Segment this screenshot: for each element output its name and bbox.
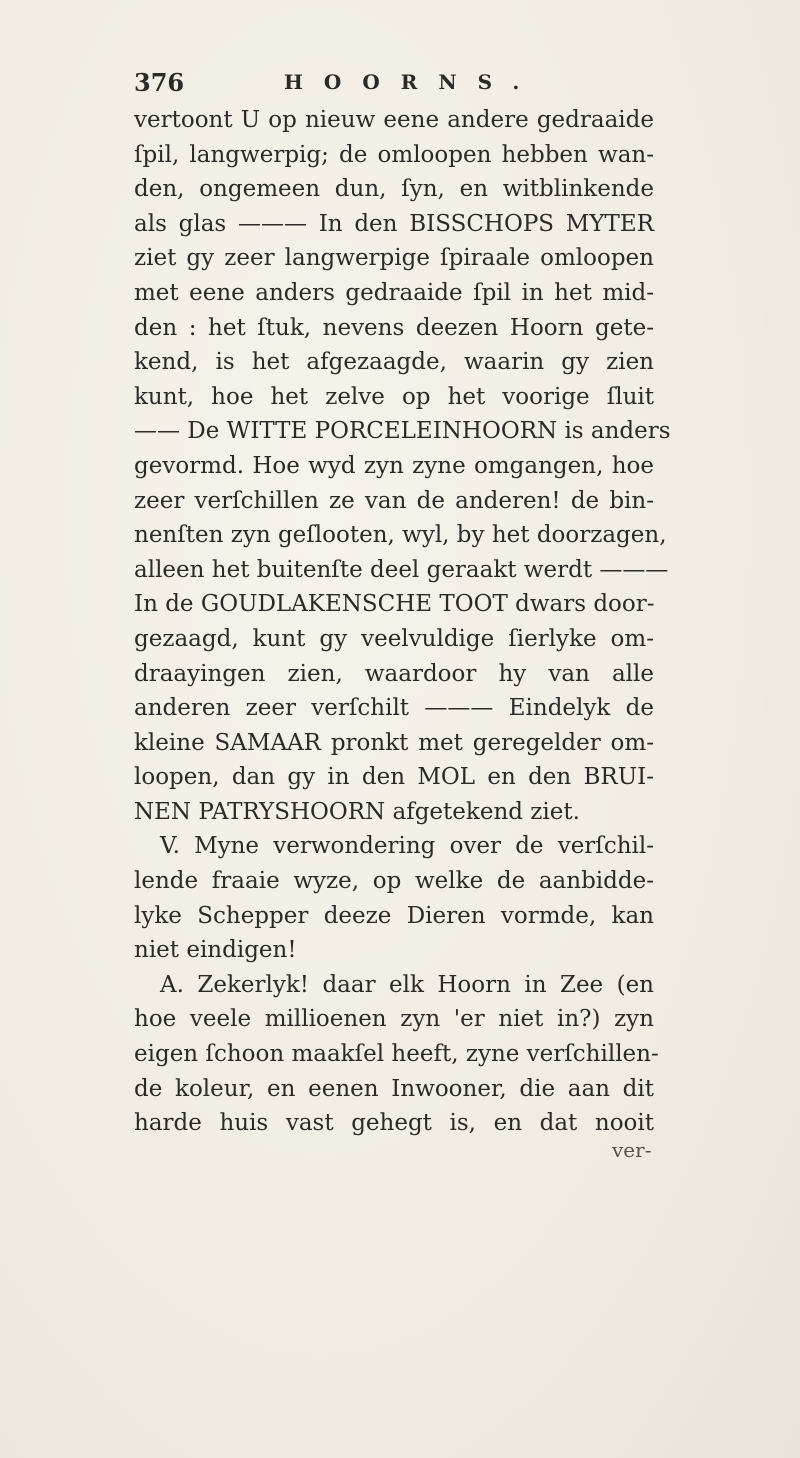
text-line: NEN PATRYSHOORN afgetekend ziet. bbox=[134, 798, 580, 825]
text-line: harde huis vast gehegt is, en dat nooit bbox=[134, 1110, 654, 1137]
catchword: ver- bbox=[612, 1138, 652, 1162]
text-line: lende fraaie wyze, op welke de aanbidde- bbox=[134, 868, 654, 895]
text-line: den : het ſtuk, nevens deezen Hoorn gete- bbox=[134, 314, 654, 341]
text-line: den, ongemeen dun, ſyn, en witblinkende bbox=[134, 176, 654, 203]
text-line: met eene anders gedraaide ſpil in het mid- bbox=[134, 279, 654, 306]
text-line: eigen ſchoon maakſel heeft, zyne verſchillen- bbox=[134, 1041, 659, 1068]
text-line: anderen zeer verſchilt ——— Eindelyk de bbox=[134, 695, 654, 722]
text-line: als glas ——— In den BISSCHOPS MYTER bbox=[134, 210, 654, 237]
text-line: gezaagd, kunt gy veelvuldige ſierlyke om- bbox=[134, 625, 654, 652]
text-line: —— De WITTE PORCELEINHOORN is anders bbox=[134, 418, 671, 445]
text-line: loopen, dan gy in den MOL en den BRUI- bbox=[134, 764, 654, 791]
text-line: lyke Schepper deeze Dieren vormde, kan bbox=[134, 902, 654, 929]
text-line: vertoont U op nieuw eene andere gedraaide bbox=[134, 107, 654, 133]
text-line: In de GOUDLAKENSCHE TOOT dwars door- bbox=[134, 591, 655, 618]
text-line: kend, is het afgezaagde, waarin gy zien bbox=[134, 349, 654, 376]
text-line: ziet gy zeer langwerpige ſpiraale omloopen bbox=[134, 245, 654, 272]
text-line: draayingen zien, waardoor hy van alle bbox=[134, 660, 654, 687]
text-line: hoe veele millioenen zyn 'er niet in?) zyn bbox=[134, 1006, 654, 1033]
body-text bbox=[134, 103, 671, 1141]
text-line: V. Myne verwondering over de verſchil- bbox=[160, 833, 654, 860]
text-line: niet eindigen! bbox=[134, 937, 297, 964]
text-line: nenſten zyn geſlooten, wyl, by het doorzagen, bbox=[134, 522, 667, 549]
text-line: ſpil, langwerpig; de omloopen hebben wan- bbox=[134, 141, 654, 168]
text-line: gevormd. Hoe wyd zyn zyne omgangen, hoe bbox=[134, 452, 654, 479]
text-line: de koleur, en eenen Inwooner, die aan dit bbox=[134, 1075, 654, 1102]
text-line: kleine SAMAAR pronkt met geregelder om- bbox=[134, 729, 654, 756]
running-head: HOORNS. bbox=[284, 70, 541, 94]
text-line: kunt, hoe het zelve op het voorige ſluit bbox=[134, 383, 654, 410]
text-line: zeer verſchillen ze van de anderen! de bin- bbox=[134, 487, 654, 514]
page-header bbox=[134, 68, 654, 98]
text-line: A. Zekerlyk! daar elk Hoorn in Zee (en bbox=[160, 971, 654, 998]
text-line: alleen het buitenſte deel geraakt werdt ——— bbox=[134, 556, 669, 583]
page-number: 376 bbox=[134, 68, 185, 97]
